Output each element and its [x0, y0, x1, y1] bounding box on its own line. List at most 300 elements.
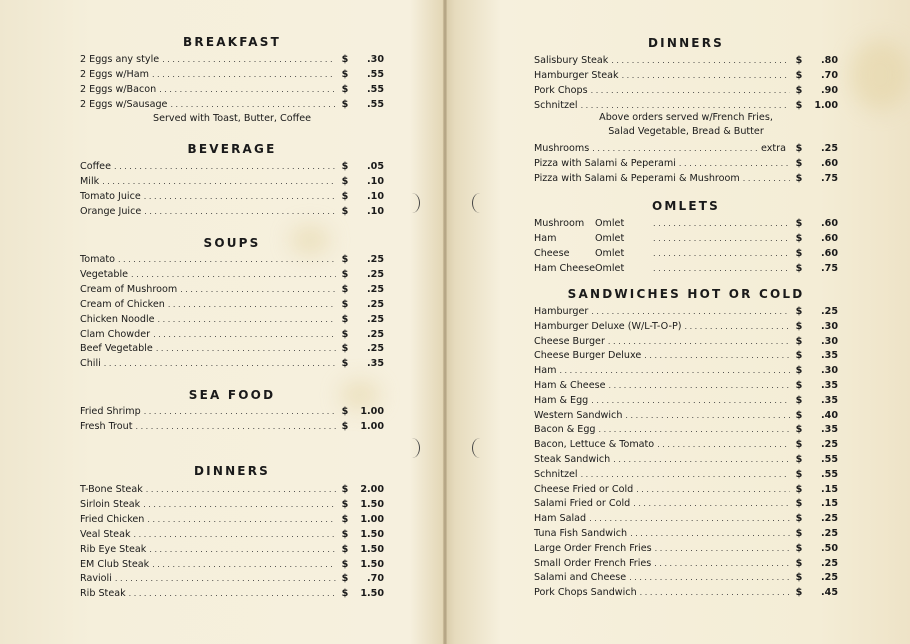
dot-leader [146, 482, 336, 497]
menu-item-price: .90 [821, 84, 838, 96]
menu-item-name: Small Order French Fries [534, 557, 652, 569]
menu-item-price: .05 [367, 161, 384, 172]
currency-symbol: $ [795, 498, 803, 510]
menu-item-row [534, 482, 838, 497]
menu-item-name: Salisbury Steak [534, 55, 609, 66]
menu-item-row [80, 327, 384, 342]
menu-item-suffix: Omlet [595, 218, 625, 229]
punch-hole [404, 438, 420, 458]
dot-leader [147, 512, 336, 527]
menu-item-price: .25 [821, 513, 838, 525]
dinners-note-line1: Above orders served w/French Fries, [599, 112, 773, 123]
currency-symbol: $ [341, 573, 349, 585]
menu-item-row [80, 312, 384, 327]
dot-leader [152, 67, 336, 82]
menu-item-row [534, 98, 838, 113]
section-heading-sandwiches: SANDWICHES HOT OR COLD [567, 287, 805, 301]
menu-item-name: Coffee [80, 161, 111, 172]
menu-item-row [534, 83, 838, 98]
dot-leader [559, 363, 790, 378]
menu-item-extra-label: extra [761, 143, 786, 154]
menu-item-name: Clam Chowder [80, 328, 151, 340]
currency-symbol: $ [795, 365, 803, 377]
dot-leader [168, 297, 336, 312]
menu-item-suffix: Omlet [595, 247, 625, 259]
currency-symbol: $ [795, 439, 803, 451]
menu-item-row [534, 53, 838, 68]
menu-item-price: .55 [367, 68, 384, 80]
menu-item-row [534, 585, 838, 600]
currency-symbol: $ [795, 394, 803, 406]
dot-leader [679, 156, 790, 171]
menu-item-price: 2.00 [360, 484, 384, 495]
dot-leader [611, 53, 790, 68]
dot-leader [162, 52, 336, 67]
dot-leader [180, 282, 336, 297]
dot-leader [129, 586, 336, 601]
menu-item-name: Pork Chops Sandwich [534, 587, 637, 599]
menu-item-name: Ham [534, 232, 557, 244]
currency-symbol: $ [341, 98, 349, 110]
dot-leader [135, 419, 336, 434]
currency-symbol: $ [341, 420, 349, 432]
menu-item-name: Ham Cheese [534, 262, 595, 274]
section-heading-soups: SOUPS [203, 236, 261, 250]
dot-leader [118, 252, 336, 267]
menu-item-name: Cheese Burger Deluxe [534, 350, 642, 362]
dot-leader [625, 408, 790, 423]
menu-item-name: Mushrooms [534, 143, 590, 154]
menu-item-name: 2 Eggs any style [80, 54, 160, 65]
menu-item-price: .30 [821, 365, 838, 377]
menu-item-row [80, 204, 384, 219]
currency-symbol: $ [341, 83, 349, 95]
dot-leader [653, 246, 790, 261]
currency-symbol: $ [795, 306, 803, 317]
menu-item-name: Pizza with Salami & Peperami & Mushroom [534, 172, 740, 184]
menu-item-row [80, 252, 384, 267]
dot-leader [581, 98, 790, 113]
menu-item-row [80, 52, 384, 67]
paper-stain [850, 40, 910, 110]
menu-item-price: .25 [367, 254, 384, 265]
menu-item-price: .25 [367, 343, 384, 355]
menu-item-price: .55 [821, 468, 838, 480]
dot-leader [153, 327, 336, 342]
currency-symbol: $ [795, 572, 803, 584]
section-heading-breakfast: BREAKFAST [183, 35, 281, 49]
menu-item-row [534, 467, 838, 482]
menu-item-price: .60 [821, 247, 838, 259]
menu-item-name: Milk [80, 175, 100, 187]
currency-symbol: $ [341, 406, 349, 417]
currency-symbol: $ [795, 320, 803, 332]
menu-item-row [80, 571, 384, 586]
menu-item-row [80, 282, 384, 297]
menu-item-name: Mushroom [534, 218, 585, 229]
menu-item-price: .25 [821, 439, 838, 451]
currency-symbol: $ [795, 557, 803, 569]
currency-symbol: $ [341, 358, 349, 370]
menu-item-price: .80 [821, 55, 838, 66]
menu-item-price: .35 [821, 394, 838, 406]
menu-item-price: .25 [367, 268, 384, 280]
menu-item-name: Schnitzel [534, 468, 578, 480]
menu-item-price: 1.50 [360, 498, 384, 510]
dot-leader [653, 261, 790, 276]
page-fold [443, 0, 447, 644]
currency-symbol: $ [341, 68, 349, 80]
currency-symbol: $ [341, 268, 349, 280]
currency-symbol: $ [341, 190, 349, 202]
menu-item-row [80, 542, 384, 557]
menu-item-row [534, 408, 838, 423]
menu-item-row [534, 363, 838, 378]
menu-item-name: 2 Eggs w/Bacon [80, 83, 157, 95]
currency-symbol: $ [795, 424, 803, 436]
menu-item-name: Large Order French Fries [534, 542, 652, 554]
currency-symbol: $ [795, 157, 803, 169]
dot-leader [158, 312, 336, 327]
menu-item-name: Cream of Mushroom [80, 283, 178, 295]
menu-item-row [534, 156, 838, 171]
dot-leader [114, 159, 336, 174]
menu-item-name: Tomato Juice [80, 190, 141, 202]
menu-item-suffix: Omlet [595, 232, 625, 244]
menu-item-row [534, 570, 838, 585]
dot-leader [655, 541, 790, 556]
menu-item-row [80, 189, 384, 204]
menu-item-name: Orange Juice [80, 205, 142, 217]
menu-item-name: Ham & Egg [534, 394, 589, 406]
dot-leader [599, 422, 790, 437]
currency-symbol: $ [795, 483, 803, 495]
menu-item-row [80, 82, 384, 97]
currency-symbol: $ [795, 84, 803, 96]
currency-symbol: $ [795, 350, 803, 362]
menu-item-name: Cheese Fried or Cold [534, 483, 634, 495]
menu-item-row [80, 297, 384, 312]
currency-symbol: $ [341, 543, 349, 555]
menu-item-name: Salami and Cheese [534, 572, 627, 584]
menu-item-name: Fried Chicken [80, 513, 145, 525]
dot-leader [591, 304, 790, 319]
currency-symbol: $ [341, 343, 349, 355]
menu-item-price: .30 [367, 54, 384, 65]
menu-item-price: 1.00 [360, 406, 384, 417]
menu-item-name: Bacon, Lettuce & Tomato [534, 439, 655, 451]
menu-item-price: 1.00 [814, 99, 838, 111]
menu-item-price: .50 [821, 542, 838, 554]
currency-symbol: $ [795, 380, 803, 391]
menu-item-price: .10 [367, 205, 384, 217]
menu-item-price: .55 [367, 83, 384, 95]
currency-symbol: $ [795, 528, 803, 539]
menu-item-name: Bacon & Egg [534, 424, 596, 436]
menu-item-row [534, 422, 838, 437]
menu-item-name: Beef Vegetable [80, 343, 153, 355]
menu-item-name: Fried Shrimp [80, 406, 141, 417]
menu-item-price: .25 [821, 306, 838, 317]
dot-leader [608, 334, 790, 349]
dot-leader [630, 526, 790, 541]
menu-item-price: .25 [367, 283, 384, 295]
menu-item-row [534, 171, 838, 186]
menu-item-price: .60 [821, 157, 838, 169]
dot-leader [591, 393, 790, 408]
menu-item-price: .40 [821, 409, 838, 421]
currency-symbol: $ [341, 254, 349, 265]
menu-item-price: .35 [821, 424, 838, 436]
menu-item-name: Ham & Cheese [534, 380, 606, 391]
currency-symbol: $ [795, 542, 803, 554]
dot-leader [657, 437, 790, 452]
menu-item-price: .25 [821, 557, 838, 569]
menu-item-name: Rib Steak [80, 588, 126, 600]
menu-item-row [534, 526, 838, 541]
currency-symbol: $ [795, 247, 803, 259]
currency-symbol: $ [341, 298, 349, 310]
currency-symbol: $ [341, 498, 349, 510]
dot-leader [592, 141, 758, 156]
menu-item-suffix: Omlet [595, 262, 625, 274]
dot-leader [633, 496, 790, 511]
menu-item-name: Ham Salad [534, 513, 587, 525]
menu-item-price: .35 [821, 380, 838, 391]
menu-item-price: .35 [367, 358, 384, 370]
dot-leader [653, 216, 790, 231]
menu-item-price: .15 [821, 498, 838, 510]
currency-symbol: $ [341, 313, 349, 325]
section-heading-omlets: OMLETS [651, 199, 720, 213]
menu-item-name: Ravioli [80, 573, 112, 585]
menu-item-price: .70 [367, 573, 384, 585]
currency-symbol: $ [341, 513, 349, 525]
menu-item-name: Vegetable [80, 268, 129, 280]
menu-item-price: .35 [821, 350, 838, 362]
menu-item-price: .25 [821, 528, 838, 539]
currency-symbol: $ [341, 328, 349, 340]
dot-leader [144, 189, 336, 204]
dot-leader [589, 511, 790, 526]
menu-item-row [534, 452, 838, 467]
currency-symbol: $ [341, 175, 349, 187]
currency-symbol: $ [795, 587, 803, 599]
menu-item-name: Cheese Burger [534, 335, 605, 347]
menu-item-price: .30 [821, 320, 838, 332]
menu-item-price: 1.50 [360, 528, 384, 540]
menu-item-row [80, 67, 384, 82]
dot-leader [143, 497, 336, 512]
dot-leader [640, 585, 790, 600]
menu-item-row [80, 267, 384, 282]
menu-item-price: 1.00 [360, 513, 384, 525]
dot-leader [115, 571, 336, 586]
menu-item-price: 1.50 [360, 558, 384, 570]
currency-symbol: $ [795, 172, 803, 184]
menu-item-name: Salami Fried or Cold [534, 498, 631, 510]
menu-item-row [534, 334, 838, 349]
section-heading-dinners-left: DINNERS [194, 464, 270, 478]
menu-item-row [534, 304, 838, 319]
dot-leader [622, 68, 790, 83]
menu-item-price: 1.50 [360, 588, 384, 600]
menu-item-name: Hamburger Deluxe (W/L-T-O-P) [534, 320, 682, 332]
currency-symbol: $ [341, 54, 349, 65]
menu-item-row [534, 511, 838, 526]
currency-symbol: $ [341, 484, 349, 495]
menu-item-price: .55 [367, 98, 384, 110]
currency-symbol: $ [795, 468, 803, 480]
currency-symbol: $ [795, 218, 803, 229]
menu-item-row [534, 261, 838, 276]
menu-item-row [534, 378, 838, 393]
menu-item-price: .60 [821, 232, 838, 244]
menu-item-name: Schnitzel [534, 99, 578, 111]
menu-item-name: Sirloin Steak [80, 498, 141, 510]
menu-item-row [80, 341, 384, 356]
dot-leader [581, 467, 790, 482]
menu-item-name: Veal Steak [80, 528, 131, 540]
dot-leader [609, 378, 790, 393]
menu-item-name: 2 Eggs w/Ham [80, 68, 149, 80]
menu-item-price: .70 [821, 69, 838, 81]
menu-item-name: Chicken Noodle [80, 313, 155, 325]
menu-item-name: Cream of Chicken [80, 298, 165, 310]
menu-item-row [80, 512, 384, 527]
menu-item-name: Ham [534, 365, 557, 377]
menu-item-name: T-Bone Steak [80, 484, 143, 495]
menu-item-price: .75 [821, 172, 838, 184]
menu-item-row [534, 319, 838, 334]
menu-item-row [80, 97, 384, 112]
punch-hole [472, 438, 488, 458]
currency-symbol: $ [795, 69, 803, 81]
menu-item-row [80, 497, 384, 512]
menu-item-price: .55 [821, 454, 838, 465]
dot-leader [170, 97, 336, 112]
menu-item-row [534, 348, 838, 363]
currency-symbol: $ [795, 99, 803, 111]
menu-item-price: .15 [821, 483, 838, 495]
dot-leader [653, 231, 790, 246]
currency-symbol: $ [795, 454, 803, 465]
menu-item-price: .10 [367, 175, 384, 187]
punch-hole [404, 193, 420, 213]
dot-leader [149, 542, 336, 557]
menu-item-row [80, 586, 384, 601]
dot-leader [156, 341, 336, 356]
menu-item-row [534, 496, 838, 511]
dot-leader [743, 171, 790, 186]
dot-leader [102, 174, 336, 189]
dot-leader [644, 348, 790, 363]
menu-item-price: 1.00 [360, 420, 384, 432]
menu-item-name: Western Sandwich [534, 409, 623, 421]
menu-item-row [80, 159, 384, 174]
section-heading-dinners-right: DINNERS [648, 36, 724, 50]
breakfast-note: Served with Toast, Butter, Coffee [152, 113, 311, 124]
dinners-note-line2: Salad Vegetable, Bread & Butter [608, 126, 764, 137]
dot-leader [591, 83, 790, 98]
menu-item-row [534, 231, 838, 246]
currency-symbol: $ [341, 588, 349, 600]
currency-symbol: $ [795, 409, 803, 421]
menu-item-price: .25 [821, 572, 838, 584]
dot-leader [152, 557, 336, 572]
dot-leader [629, 570, 790, 585]
currency-symbol: $ [341, 205, 349, 217]
currency-symbol: $ [341, 528, 349, 540]
punch-hole [472, 193, 488, 213]
menu-item-row [80, 482, 384, 497]
menu-item-row [80, 404, 384, 419]
menu-item-row [534, 556, 838, 571]
menu-item-row [534, 216, 838, 231]
menu-item-row [534, 141, 838, 156]
dot-leader [131, 267, 336, 282]
menu-item-price: .60 [821, 218, 838, 229]
dot-leader [144, 404, 336, 419]
menu-item-name: Pizza with Salami & Peperami [534, 157, 676, 169]
menu-item-name: EM Club Steak [80, 558, 150, 570]
currency-symbol: $ [795, 232, 803, 244]
menu-item-row [80, 527, 384, 542]
menu-item-name: Pork Chops [534, 84, 588, 96]
menu-item-price: .30 [821, 335, 838, 347]
menu-item-name: Fresh Trout [80, 420, 133, 432]
dot-leader [684, 319, 790, 334]
menu-item-row [534, 541, 838, 556]
menu-item-price: .75 [821, 262, 838, 274]
menu-item-name: Cheese [534, 247, 570, 259]
menu-item-price: .25 [367, 298, 384, 310]
menu-item-name: Rib Eye Steak [80, 543, 147, 555]
currency-symbol: $ [341, 558, 349, 570]
menu-item-name: Hamburger [534, 306, 589, 317]
menu-item-row [80, 174, 384, 189]
menu-item-name: Tuna Fish Sandwich [534, 528, 628, 539]
dot-leader [613, 452, 790, 467]
currency-symbol: $ [795, 262, 803, 274]
menu-item-name: Hamburger Steak [534, 69, 619, 81]
menu-item-name: Steak Sandwich [534, 454, 611, 465]
menu-item-name: Tomato [80, 254, 115, 265]
section-heading-beverage: BEVERAGE [187, 142, 277, 156]
currency-symbol: $ [795, 55, 803, 66]
menu-item-row [534, 393, 838, 408]
currency-symbol: $ [341, 161, 349, 172]
currency-symbol: $ [795, 335, 803, 347]
menu-item-name: Chili [80, 358, 101, 370]
menu-item-row [534, 68, 838, 83]
dot-leader [159, 82, 336, 97]
menu-item-row [534, 246, 838, 261]
menu-item-price: .25 [367, 328, 384, 340]
menu-item-name: 2 Eggs w/Sausage [80, 98, 168, 110]
menu-item-row [80, 419, 384, 434]
currency-symbol: $ [795, 143, 803, 154]
dot-leader [134, 527, 336, 542]
currency-symbol: $ [341, 283, 349, 295]
menu-item-price: .10 [367, 190, 384, 202]
section-heading-sea-food: SEA FOOD [188, 388, 276, 402]
menu-item-row [80, 356, 384, 371]
menu-item-row [80, 557, 384, 572]
currency-symbol: $ [795, 513, 803, 525]
dot-leader [654, 556, 790, 571]
dot-leader [144, 204, 336, 219]
